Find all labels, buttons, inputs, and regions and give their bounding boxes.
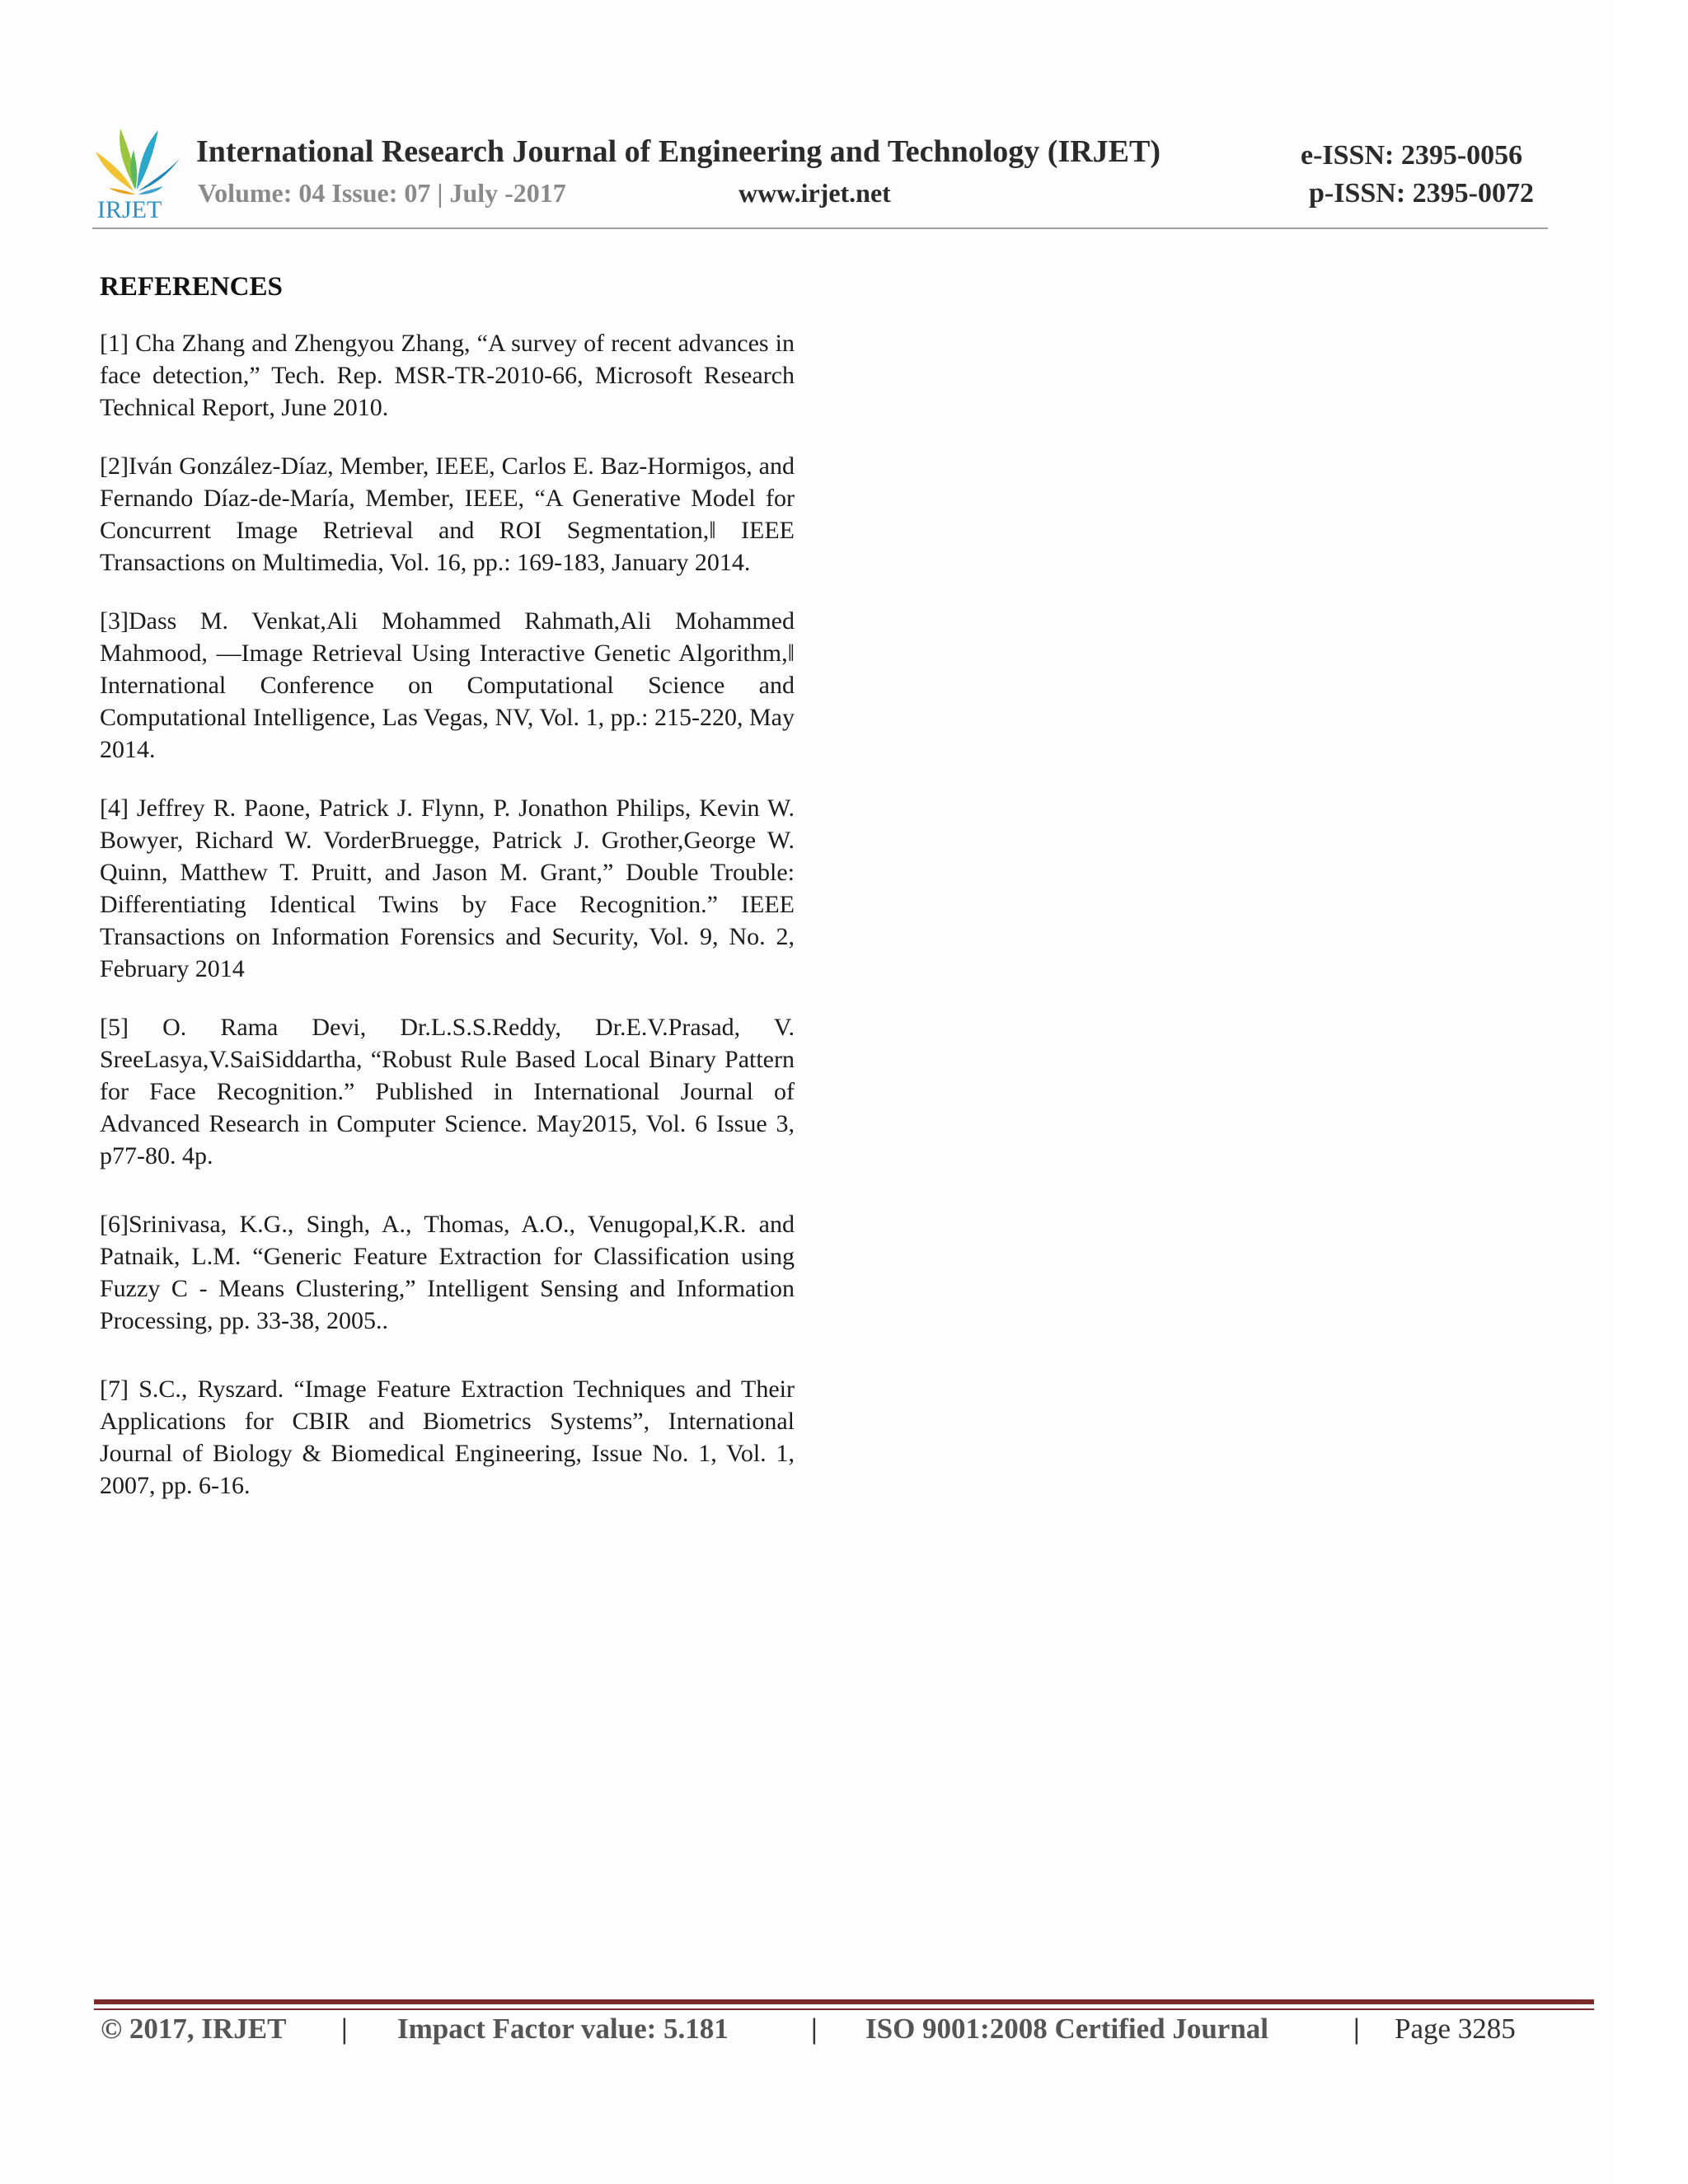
e-issn: e-ISSN: 2395-0056 (1301, 140, 1523, 171)
journal-header (92, 115, 1548, 231)
reference-list (100, 327, 795, 1502)
journal-title: International Research Journal of Engineering and Technology (IRJET) (196, 134, 1161, 169)
references-section (100, 272, 795, 1528)
footer-rule-thin (94, 2008, 1594, 2010)
footer-separator: | (1353, 2013, 1360, 2045)
reference-item-7: [7] S.C., Ryszard. “Image Feature Extraction Techniques and Their Applications for CBIR and Biometrics Systems”, International Journal of Biology & Biomedical Engineering, Issue No. 1, Vol. 1, 2007, pp. 6-16. (100, 1376, 795, 1499)
copyright: © 2017, IRJET (101, 2013, 287, 2045)
references-heading: REFERENCES (100, 272, 283, 302)
header-divider (92, 227, 1548, 229)
page-number: Page 3285 (1395, 2013, 1516, 2045)
p-issn: p-ISSN: 2395-0072 (1309, 178, 1534, 209)
footer-separator: | (341, 2013, 348, 2045)
iso-certification: ISO 9001:2008 Certified Journal (865, 2013, 1269, 2045)
irjet-logo (92, 119, 181, 221)
page-footer (101, 2013, 1543, 2054)
reference-item-5: [5] O. Rama Devi, Dr.L.S.S.Reddy, Dr.E.V.Prasad, V. SreeLasya,V.SaiSiddartha, “Robust Rule Based Local Binary Pattern for Face Recognition.” Published in International Journal of Advanced Research in Computer Science. May2015, Vol. 6 Issue 3, p77-80. 4p. (100, 1014, 795, 1169)
footer-rule (94, 1999, 1594, 2004)
journal-website: www.irjet.net (738, 178, 891, 208)
volume-issue: Volume: 04 Issue: 07 | July -2017 (198, 178, 566, 208)
footer-separator: | (811, 2013, 818, 2045)
reference-item-3: [3]Dass M. Venkat,Ali Mohammed Rahmath,Ali Mohammed Mahmood, ―Image Retrieval Using Interactive Genetic Algorithm,‖ International Conference on Computational Science and Computational Intelligence, Las Vegas, NV, Vol. 1, pp.: 215-220, May 2014. (100, 607, 795, 763)
reference-item-2: [2]Iván González-Díaz, Member, IEEE, Carlos E. Baz-Hormigos, and Fernando Díaz-de-María, Member, IEEE, “A Generative Model for Concurrent Image Retrieval and ROI Segmentation,‖ IEEE Transactions on Multimedia, Vol. 16, pp.: 169-183, January 2014. (100, 452, 795, 576)
impact-factor: Impact Factor value: 5.181 (397, 2013, 729, 2045)
reference-item-1: [1] Cha Zhang and Zhengyou Zhang, “A survey of recent advances in face detection,” Tech. Rep. MSR-TR-2010-66, Microsoft Research Technical Report, June 2010. (100, 330, 795, 421)
reference-item-6: [6]Srinivasa, K.G., Singh, A., Thomas, A.O., Venugopal,K.R. and Patnaik, L.M. “Generic Feature Extraction for Classification using Fuzzy C - Means Clustering,” Intelligent Sensing and Information Processing, pp. 33-38, 2005.. (100, 1211, 795, 1334)
reference-item-4: [4] Jeffrey R. Paone, Patrick J. Flynn, P. Jonathon Philips, Kevin W. Bowyer, Richard W. VorderBruegge, Patrick J. Grother,George W. Quinn, Matthew T. Pruitt, and Jason M. Grant,” Double Trouble: Differentiating Identical Twins by Face Recognition.” IEEE Transactions on Information Forensics and Security, Vol. 9, No. 2, February 2014 (100, 794, 795, 982)
logo-text: IRJET (97, 196, 162, 221)
